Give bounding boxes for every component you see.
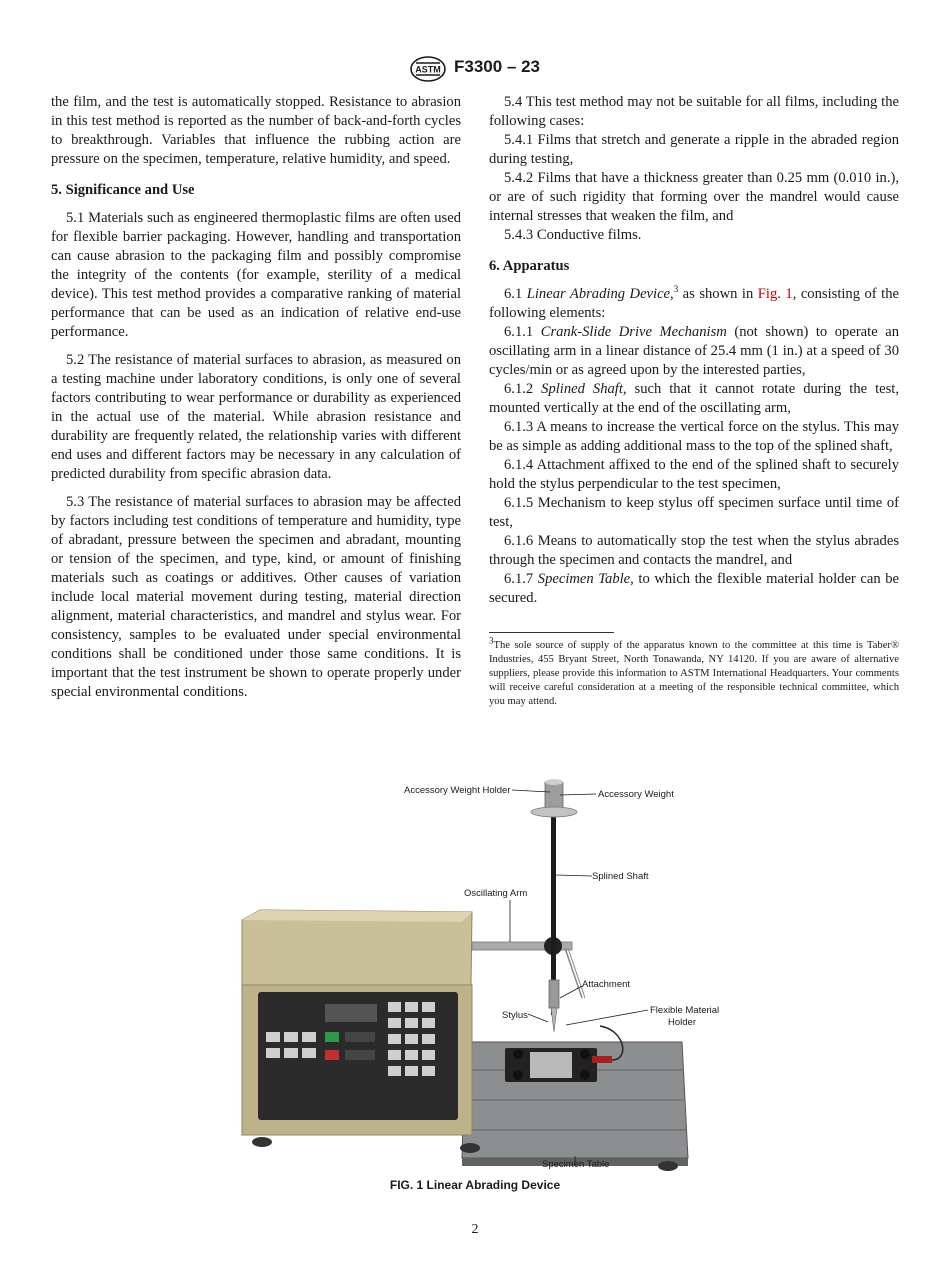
- oscillating-arm: [472, 937, 585, 998]
- label-stylus: Stylus: [502, 1010, 528, 1021]
- paragraph-6-1-7: 6.1.7 Specimen Table, to which the flexible material holder can be secured.: [489, 571, 899, 606]
- page-number: 2: [471, 1222, 479, 1237]
- figure-link[interactable]: Fig. 1: [757, 286, 793, 302]
- paragraph-continued: the film, and the test is automatically stopped. Resistance to abrasion in this test method is reported as the number of back-and-forth cycles to breakthrough. Variables that influence the rubbing action are pressure on the specimen, temperature, relative humidity, and speed.: [51, 94, 461, 167]
- logo-text: ASTM: [415, 64, 441, 75]
- paragraph-5-4-1: 5.4.1 Films that stretch and generate a ripple in the abraded region during testing,: [489, 132, 899, 167]
- label-flexible-material-holder-line2: Holder: [668, 1017, 696, 1028]
- label-accessory-weight: Accessory Weight: [598, 789, 674, 800]
- paragraph-6-1-1: 6.1.1 Crank-Slide Drive Mechanism (not shown) to operate an oscillating arm in a linear distance of 25.4 mm (1 in.) at a speed of 30 cycles/min or as agreed upon by the interested parties,: [489, 324, 899, 378]
- paragraph-6-1-6: 6.1.6 Means to automatically stop the test when the stylus abrades through the specimen and contacts the mandrel, and: [489, 533, 899, 568]
- paragraph-5-4: 5.4 This test method may not be suitable for all films, including the following cases:: [489, 94, 899, 129]
- attachment: [549, 980, 559, 1032]
- standard-designation: F3300 – 23: [454, 57, 541, 76]
- left-column: [51, 93, 461, 702]
- footnote-ref[interactable]: 3: [673, 284, 679, 295]
- section-6-heading: 6. Apparatus: [489, 258, 570, 274]
- paragraph-5-3: 5.3 The resistance of material surfaces to abrasion may be affected by factors including test conditions of temperature and humidity, type of abradant, pressure between the specimen and abradant, mounting or tension of the specimen, and type, kind, or amount of finishing materials such as coatings or additives. Other causes of variation include local material movement during testing, material direction alignment, material characteristics, and mandrel and stylus wear. For consistency, samples to be evaluated under special environmental conditions shall be conditioned under those same conditions. It is important that the test instrument be shown to operate properly under special environmental conditions.: [51, 494, 461, 700]
- section-5-heading: 5. Significance and Use: [51, 182, 195, 198]
- label-attachment: Attachment: [582, 979, 631, 990]
- footnote-divider: [489, 632, 614, 633]
- label-oscillating-arm: Oscillating Arm: [464, 888, 528, 899]
- paragraph-5-4-2: 5.4.2 Films that have a thickness greater than 0.25 mm (0.010 in.), or are of such rigidity that forming over the mandrel would cause internal stresses that weaken the film, and: [489, 170, 899, 224]
- accessory-weight: [531, 779, 577, 817]
- paragraph-5-1: 5.1 Materials such as engineered thermoplastic films are often used for flexible barrier packaging. However, handling and transportation can cause abrasion to the packaging film and possibly compromise the integrity of the contents (for example, sterility of a medical device). This test method provides a comparative ranking of material performance that can be used as an indication of relative end-use performance.: [51, 210, 461, 340]
- label-accessory-weight-holder: Accessory Weight Holder: [404, 785, 511, 796]
- paragraph-5-4-3: 5.4.3 Conductive films.: [504, 227, 642, 243]
- paragraph-6-1-4: 6.1.4 Attachment affixed to the end of the splined shaft to securely hold the stylus perpendicular to the test specimen,: [489, 457, 899, 492]
- paragraph-6-1-3: 6.1.3 A means to increase the vertical force on the stylus. This may be as simple as adding additional mass to the top of the splined shaft,: [489, 419, 899, 454]
- paragraph-6-1: 6.1 Linear Abrading Device,$^3$ as shown in Fig. 1, consisting of the following elements:: [489, 284, 899, 321]
- figure-linear-abrading-device: [230, 770, 730, 1175]
- paragraph-5-2: 5.2 The resistance of material surfaces to abrasion, as measured on a testing machine under laboratory conditions, is only one of several factors contributing to wear performance or durability as experienced in the actual use of the material. While abrasion resistance and durability are frequently related, the relationship varies with different end uses and different factors may be necessary in any calculation of predicted durability from specific abrasion data.: [51, 352, 461, 482]
- page-header: [0, 56, 950, 84]
- label-splined-shaft: Splined Shaft: [592, 871, 649, 882]
- paragraph-6-1-5: 6.1.5 Mechanism to keep stylus off specimen surface until time of test,: [489, 495, 899, 530]
- label-specimen-table: Specimen Table: [542, 1159, 610, 1170]
- label-flexible-material-holder-line1: Flexible Material: [650, 1005, 720, 1016]
- figure-caption: FIG. 1 Linear Abrading Device: [389, 1178, 561, 1192]
- paragraph-6-1-2: 6.1.2 Splined Shaft, such that it cannot rotate during the test, mounted vertically at the end of the oscillating arm,: [489, 381, 899, 416]
- astm-logo-icon: [410, 56, 446, 82]
- right-column: [489, 93, 899, 709]
- footnote-3: $^3$The sole source of supply of the apparatus known to the committee at this time is Taber® Industries, 455 Bryant Street, North Tonawanda, NY 14120. If you are aware of alternative suppliers, please provide this information to ASTM International Headquarters. Your comments will receive careful consideration at a meeting of the responsible technical committee, which you may attend.: [489, 635, 899, 707]
